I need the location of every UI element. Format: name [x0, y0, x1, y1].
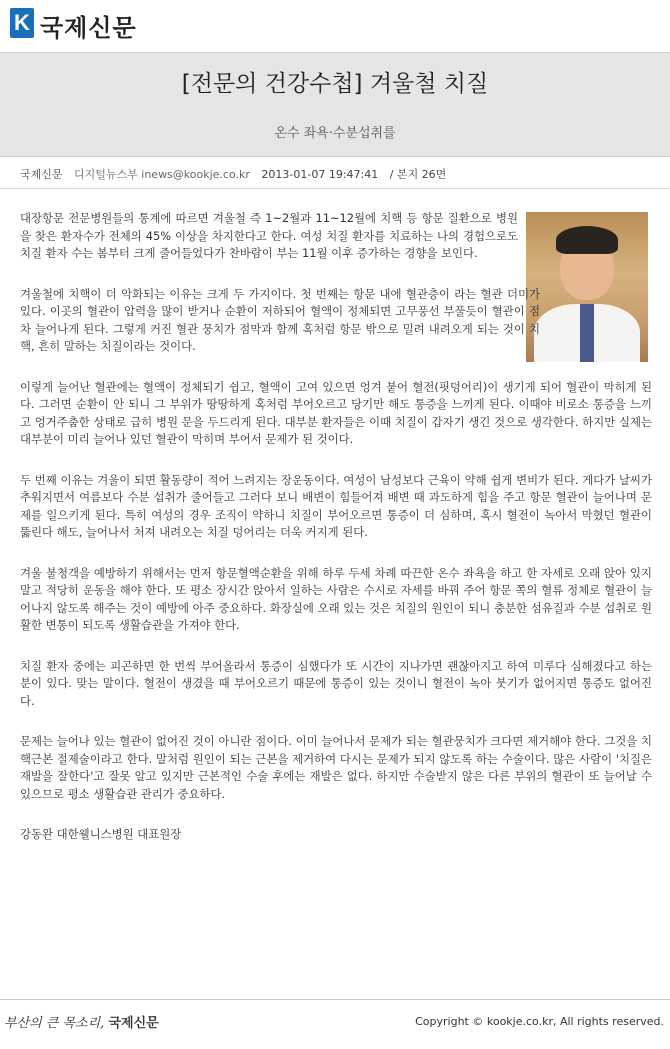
footer-slogan: [4, 1012, 159, 1031]
copyright-text: Copyright © kookje.co.kr, All rights reserved.: [415, 1015, 664, 1028]
logo-text[interactable]: 국제신문: [40, 14, 137, 42]
author-byline: 강동완 대한웰니스병원 대표원장: [20, 827, 182, 841]
footer-brand[interactable]: 국제신문: [108, 1016, 159, 1031]
slogan-text: 부산의 큰 목소리,: [4, 1016, 105, 1031]
meta-source: 국제신문: [20, 168, 63, 181]
paragraph-5: 겨울 불청객을 예방하기 위해서는 먼저 항문혈액순환을 위해 하루 두세 차례 따끈한 온수 좌욕을 하고 한 자세로 오래 앉아 있지 말고 적당히 운동을 해야 한다. 또 평소 장시간 앉아서 일하는 사람은 수시로 자세를 바꿔 주어 항문 쪽의 혈류 정체로 혈관이 늘어나지 않도록 해주는 것이 예방에 아주 중요하다. 화장실에 오래 있는 것은 치질의 원인이 되니 충분한 섬유질과 수분 섭취로 원활한 변통이 되도록 생활습관을 가져야 한다.: [20, 565, 652, 632]
article-subtitle: 온수 좌욕·수분섭취를: [274, 126, 396, 141]
paragraph-4: 두 번째 이유는 겨울이 되면 활동량이 적어 느려지는 장운동이다. 여성이 남성보다 근육이 약해 쉽게 변비가 된다. 게다가 날씨가 추워지면서 여름보다 수분 섭취가 줄어들고 그러다 보니 배변이 힘들어져 배변 때 과도하게 힘을 주고 항문 혈관이 늘어나며 문제를 일으키게 된다. 특히 여성의 경우 조직이 약하니 치질이 부어오르면 통증이 더 심하며, 혹시 혈전이 녹아서 막혔던 혈관이 뚫린다 해도, 늘어나서 처져 내려오는 치질 덩어리는 더욱 커지게 된다.: [20, 472, 652, 539]
paragraph-7: 문제는 늘어나 있는 혈관이 없어진 것이 아니란 점이다. 이미 늘어나서 문제가 되는 혈관뭉치가 크다면 제거해야 한다. 그것을 치핵근본 절제술이라고 한다. 말처럼 원인이 되는 근본을 제거하여 다시는 문제가 되지 않도록 하는 수술이다. 많은 사람이 '치질은 재발을 잘한다'고 잘못 알고 있지만 근본적인 수술 후에는 재발은 없다. 하지만 수술받지 않은 다른 부위의 혈관이 또 늘어날 수 있으므로 평소 생활습관 관리가 중요하다.: [20, 734, 652, 801]
logo-mark: K: [14, 10, 30, 35]
paragraph-6: 치질 환자 중에는 피곤하면 한 번씩 부어올라서 통증이 심했다가 또 시간이 지나가면 괜찮아지고 하여 미루다 심해졌다고 하는 분이 있다. 맞는 말이다. 혈전이 생겼을 때 부어오르기 때문에 통증이 있는 것이니 혈전이 녹아 붓기가 없어지면 통증도 없어진다.: [20, 658, 652, 708]
logo-icon[interactable]: [10, 8, 34, 38]
paragraph-1: 대장항문 전문병원들의 통계에 따르면 겨울철 즉 1~2월과 11~12월에 치핵 등 항문 질환으로 병원을 찾은 환자수가 전체의 45% 이상을 차지한다고 한다. 여성 치질 환자를 치료하는 나의 경험으로도 치질 환자 수는 봄부터 크게 줄어들었다가 찬바람이 부는 11월 이후 증가하는 경향을 보인다.: [20, 211, 518, 260]
article-body: [20, 210, 652, 867]
article-meta: [20, 166, 454, 182]
meta-page: / 본지 26면: [389, 168, 447, 181]
footer-divider: [0, 999, 670, 1000]
meta-datetime: 2013-01-07 19:47:41: [261, 168, 379, 181]
site-header: [0, 0, 670, 52]
title-band: [0, 52, 670, 157]
meta-reporter[interactable]: 디지털뉴스부 inews@kookje.co.kr: [74, 168, 250, 181]
paragraph-3: 이렇게 늘어난 혈관에는 혈액이 정체되기 쉽고, 혈액이 고여 있으면 엉겨 붙어 혈전(핏덩어리)이 생기게 되어 혈관이 막히게 된다. 그러면 순환이 안 되니 그 부위가 땅땅하게 혹처럼 부어오르고 당기만 해도 통증을 느끼게 된다. 이때야 비로소 통증을 느끼고 엉거주춤한 상태로 급히 병원 문을 두드리게 된다. 대부분 환자들은 이때 치질이 갑자기 생긴 것으로 생각한다. 하지만 실제는 대부분이 미리 늘어나 있던 혈관이 막히며 부어서 문제가 된 것이다.: [20, 379, 652, 446]
article-title: [전문의 건강수첩] 겨울철 치질: [181, 71, 489, 97]
paragraph-2: 겨울철에 치핵이 더 악화되는 이유는 크게 두 가지이다. 첫 번째는 항문 내에 혈관층이 라는 혈관 더미가 있다. 이곳의 혈관이 압력을 많이 받거나 순환이 저하되어 혈액이 정체되면 고무풍선 부풀듯이 혈관이 점차 늘어나게 된다. 그렇게 커진 혈관 뭉치가 점막과 함께 혹처럼 항문 밖으로 밀려 내려오게 되는 것이 치핵, 흔히 말하는 치질이라는 것이다.: [20, 286, 540, 353]
meta-divider: [0, 188, 670, 189]
